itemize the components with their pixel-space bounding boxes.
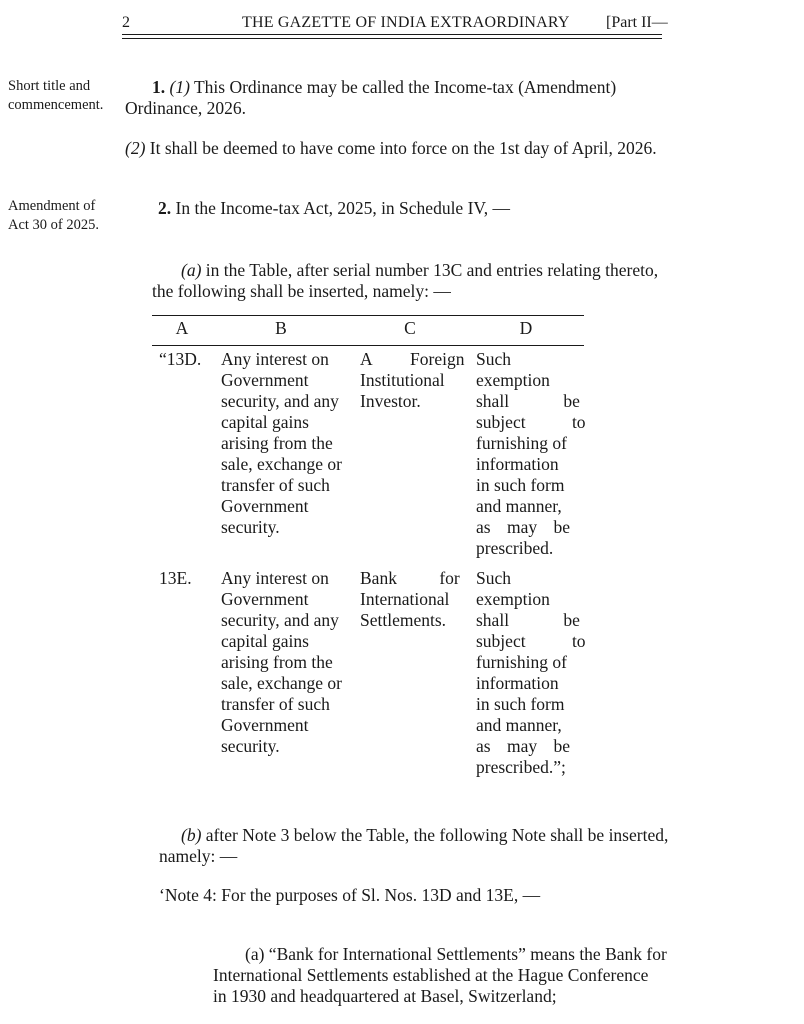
cell-line: capital gains	[221, 631, 309, 651]
table-cell-income	[221, 568, 344, 757]
cell-line: subject to	[476, 412, 586, 432]
cell-line: shall be	[476, 391, 580, 411]
cell-line: as may be	[476, 517, 570, 537]
cell-line: prescribed.”;	[476, 757, 566, 777]
cell-line: Government	[221, 589, 309, 609]
cell-line: in such form	[476, 475, 565, 495]
clause-a-line-2: the following shall be inserted, namely: —	[152, 281, 451, 301]
cell-line: arising from the	[221, 433, 333, 453]
cell-line: furnishing of	[476, 433, 567, 453]
section-text: This Ordinance may be called the Income-tax (Amendment)	[193, 77, 617, 97]
cell-line: exemption	[476, 589, 550, 609]
cell-line: Any interest on	[221, 349, 329, 369]
cell-line: sale, exchange or	[221, 454, 342, 474]
cell-line: Such	[476, 568, 511, 588]
table-cell-serial: “13D.	[159, 349, 202, 369]
cell-line: in such form	[476, 694, 565, 714]
section-number: 2.	[158, 198, 172, 218]
cell-line: information	[476, 454, 559, 474]
clause-a-line-1	[181, 260, 671, 281]
cell-line: International	[360, 589, 450, 609]
cell-line: capital gains	[221, 412, 309, 432]
cell-line: security, and any	[221, 391, 339, 411]
cell-line: Bank for	[360, 568, 460, 588]
table-cell-condition	[476, 349, 586, 559]
column-header-b: B	[275, 318, 287, 338]
header-rule-top	[122, 34, 662, 35]
cell-line: Government	[221, 715, 309, 735]
margin-note-amendment	[8, 197, 99, 235]
cell-line: shall be	[476, 610, 580, 630]
cell-line: furnishing of	[476, 652, 567, 672]
part-label: [Part II—	[606, 14, 668, 31]
section-1-subsection-2	[125, 138, 657, 159]
subsection-text: It shall be deemed to have come into force on the 1st day of April, 2026.	[149, 138, 657, 158]
page-number: 2	[122, 14, 130, 31]
table-top-rule	[152, 315, 584, 316]
cell-line: security, and any	[221, 610, 339, 630]
table-cell-condition	[476, 568, 586, 778]
margin-note-line: commencement.	[8, 97, 104, 113]
section-number: 1.	[152, 77, 166, 97]
margin-note-line: Short title and	[8, 78, 91, 94]
cell-line: sale, exchange or	[221, 673, 342, 693]
cell-line: transfer of such	[221, 694, 330, 714]
section-1-line-2: Ordinance, 2026.	[125, 98, 247, 118]
margin-note-short-title	[8, 77, 103, 115]
table-header-rule	[152, 345, 584, 346]
cell-line: arising from the	[221, 652, 333, 672]
column-header-d: D	[519, 318, 533, 338]
cell-line: as may be	[476, 736, 570, 756]
table-cell-income	[221, 349, 344, 538]
section-2-intro	[158, 198, 510, 219]
gazette-title: THE GAZETTE OF INDIA EXTRAORDINARY	[242, 14, 570, 31]
definition-a-line-3: in 1930 and headquartered at Basel, Switzerland;	[213, 986, 557, 1006]
clause-text: after Note 3 below the Table, the following Note shall be inserted,	[205, 825, 669, 845]
cell-line: Government	[221, 370, 309, 390]
subsection-label: (1)	[169, 77, 190, 97]
column-header-a: A	[175, 318, 189, 338]
cell-line: Institutional	[360, 370, 445, 390]
cell-line: Settlements.	[360, 610, 447, 630]
note-4-heading: ‘Note 4: For the purposes of Sl. Nos. 13D and 13E, —	[159, 885, 541, 905]
cell-line: Investor.	[360, 391, 421, 411]
cell-line: Any interest on	[221, 568, 329, 588]
cell-line: Such	[476, 349, 511, 369]
column-header-c: C	[404, 318, 416, 338]
cell-line: information	[476, 673, 559, 693]
cell-line: and manner,	[476, 496, 562, 516]
table-cell-assessee	[360, 568, 461, 631]
section-1-line-1	[152, 77, 671, 98]
cell-line: transfer of such	[221, 475, 330, 495]
definition-a-line-2: International Settlements established at the Hague Conference	[213, 965, 649, 985]
clause-b-line-2: namely: —	[159, 846, 238, 866]
cell-line: prescribed.	[476, 538, 554, 558]
cell-line: subject to	[476, 631, 586, 651]
definition-a-line-1: (a) “Bank for International Settlements” means the Bank for	[245, 944, 667, 964]
subsection-label: (2)	[125, 138, 146, 158]
section-text: In the Income-tax Act, 2025, in Schedule IV, —	[175, 198, 511, 218]
cell-line: exemption	[476, 370, 550, 390]
cell-line: Government	[221, 496, 309, 516]
clause-text: in the Table, after serial number 13C and entries relating thereto,	[205, 260, 659, 280]
clause-label: (b)	[181, 825, 202, 845]
cell-line: A Foreign	[360, 349, 465, 369]
cell-line: security.	[221, 736, 280, 756]
table-cell-assessee	[360, 349, 465, 412]
cell-line: and manner,	[476, 715, 562, 735]
header-rule-bottom	[122, 38, 662, 39]
cell-line: security.	[221, 517, 280, 537]
margin-note-line: Act 30 of 2025.	[8, 217, 100, 233]
margin-note-line: Amendment of	[8, 198, 96, 214]
clause-label: (a)	[181, 260, 202, 280]
table-cell-serial: 13E.	[159, 568, 192, 588]
clause-b-line-1	[181, 825, 671, 846]
